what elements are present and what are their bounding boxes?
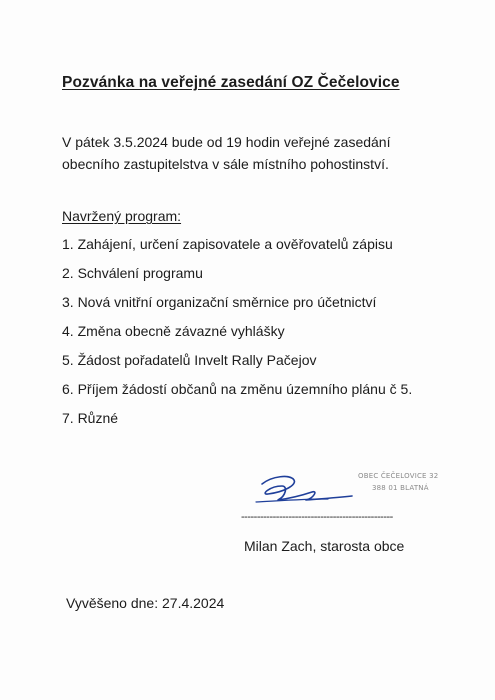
official-stamp: [358, 470, 438, 494]
program-item: 7. Různé: [62, 410, 119, 426]
program-item: 3. Nová vnitřní organizační směrnice pro účetnictví: [62, 294, 377, 310]
stamp-line-2: 388 01 BLATNÁ: [372, 484, 429, 492]
intro-paragraph: [62, 131, 442, 175]
intro-line-1: V pátek 3.5.2024 bude od 19 hodin veřejné zasedání: [62, 134, 391, 150]
signer-name: Milan Zach, starosta obce: [244, 538, 405, 554]
program-item: 4. Změna obecně závazné vyhlášky: [62, 323, 285, 339]
program-item: 5. Žádost pořadatelů Invelt Rally Pačejov: [62, 352, 317, 368]
program-item: 6. Příjem žádostí občanů na změnu územního plánu č 5.: [62, 381, 413, 397]
intro-line-2: obecního zastupitelstva v sále místního pohostinství.: [62, 156, 389, 172]
program-item: 1. Zahájení, určení zapisovatele a ověřovatelů zápisu: [62, 236, 393, 252]
program-item: 2. Schválení programu: [62, 265, 203, 281]
program-heading: Navržený program:: [62, 208, 182, 224]
signature-line: ------------------------------------------------: [241, 511, 393, 523]
posted-date: Vyvěšeno dne: 27.4.2024: [66, 595, 225, 611]
program-list: [62, 235, 412, 438]
stamp-line-1: OBEC ČEČELOVICE 32: [358, 472, 439, 480]
handwritten-signature: [248, 468, 358, 510]
document-title: Pozvánka na veřejné zasedání OZ Čečelovice: [62, 74, 400, 91]
